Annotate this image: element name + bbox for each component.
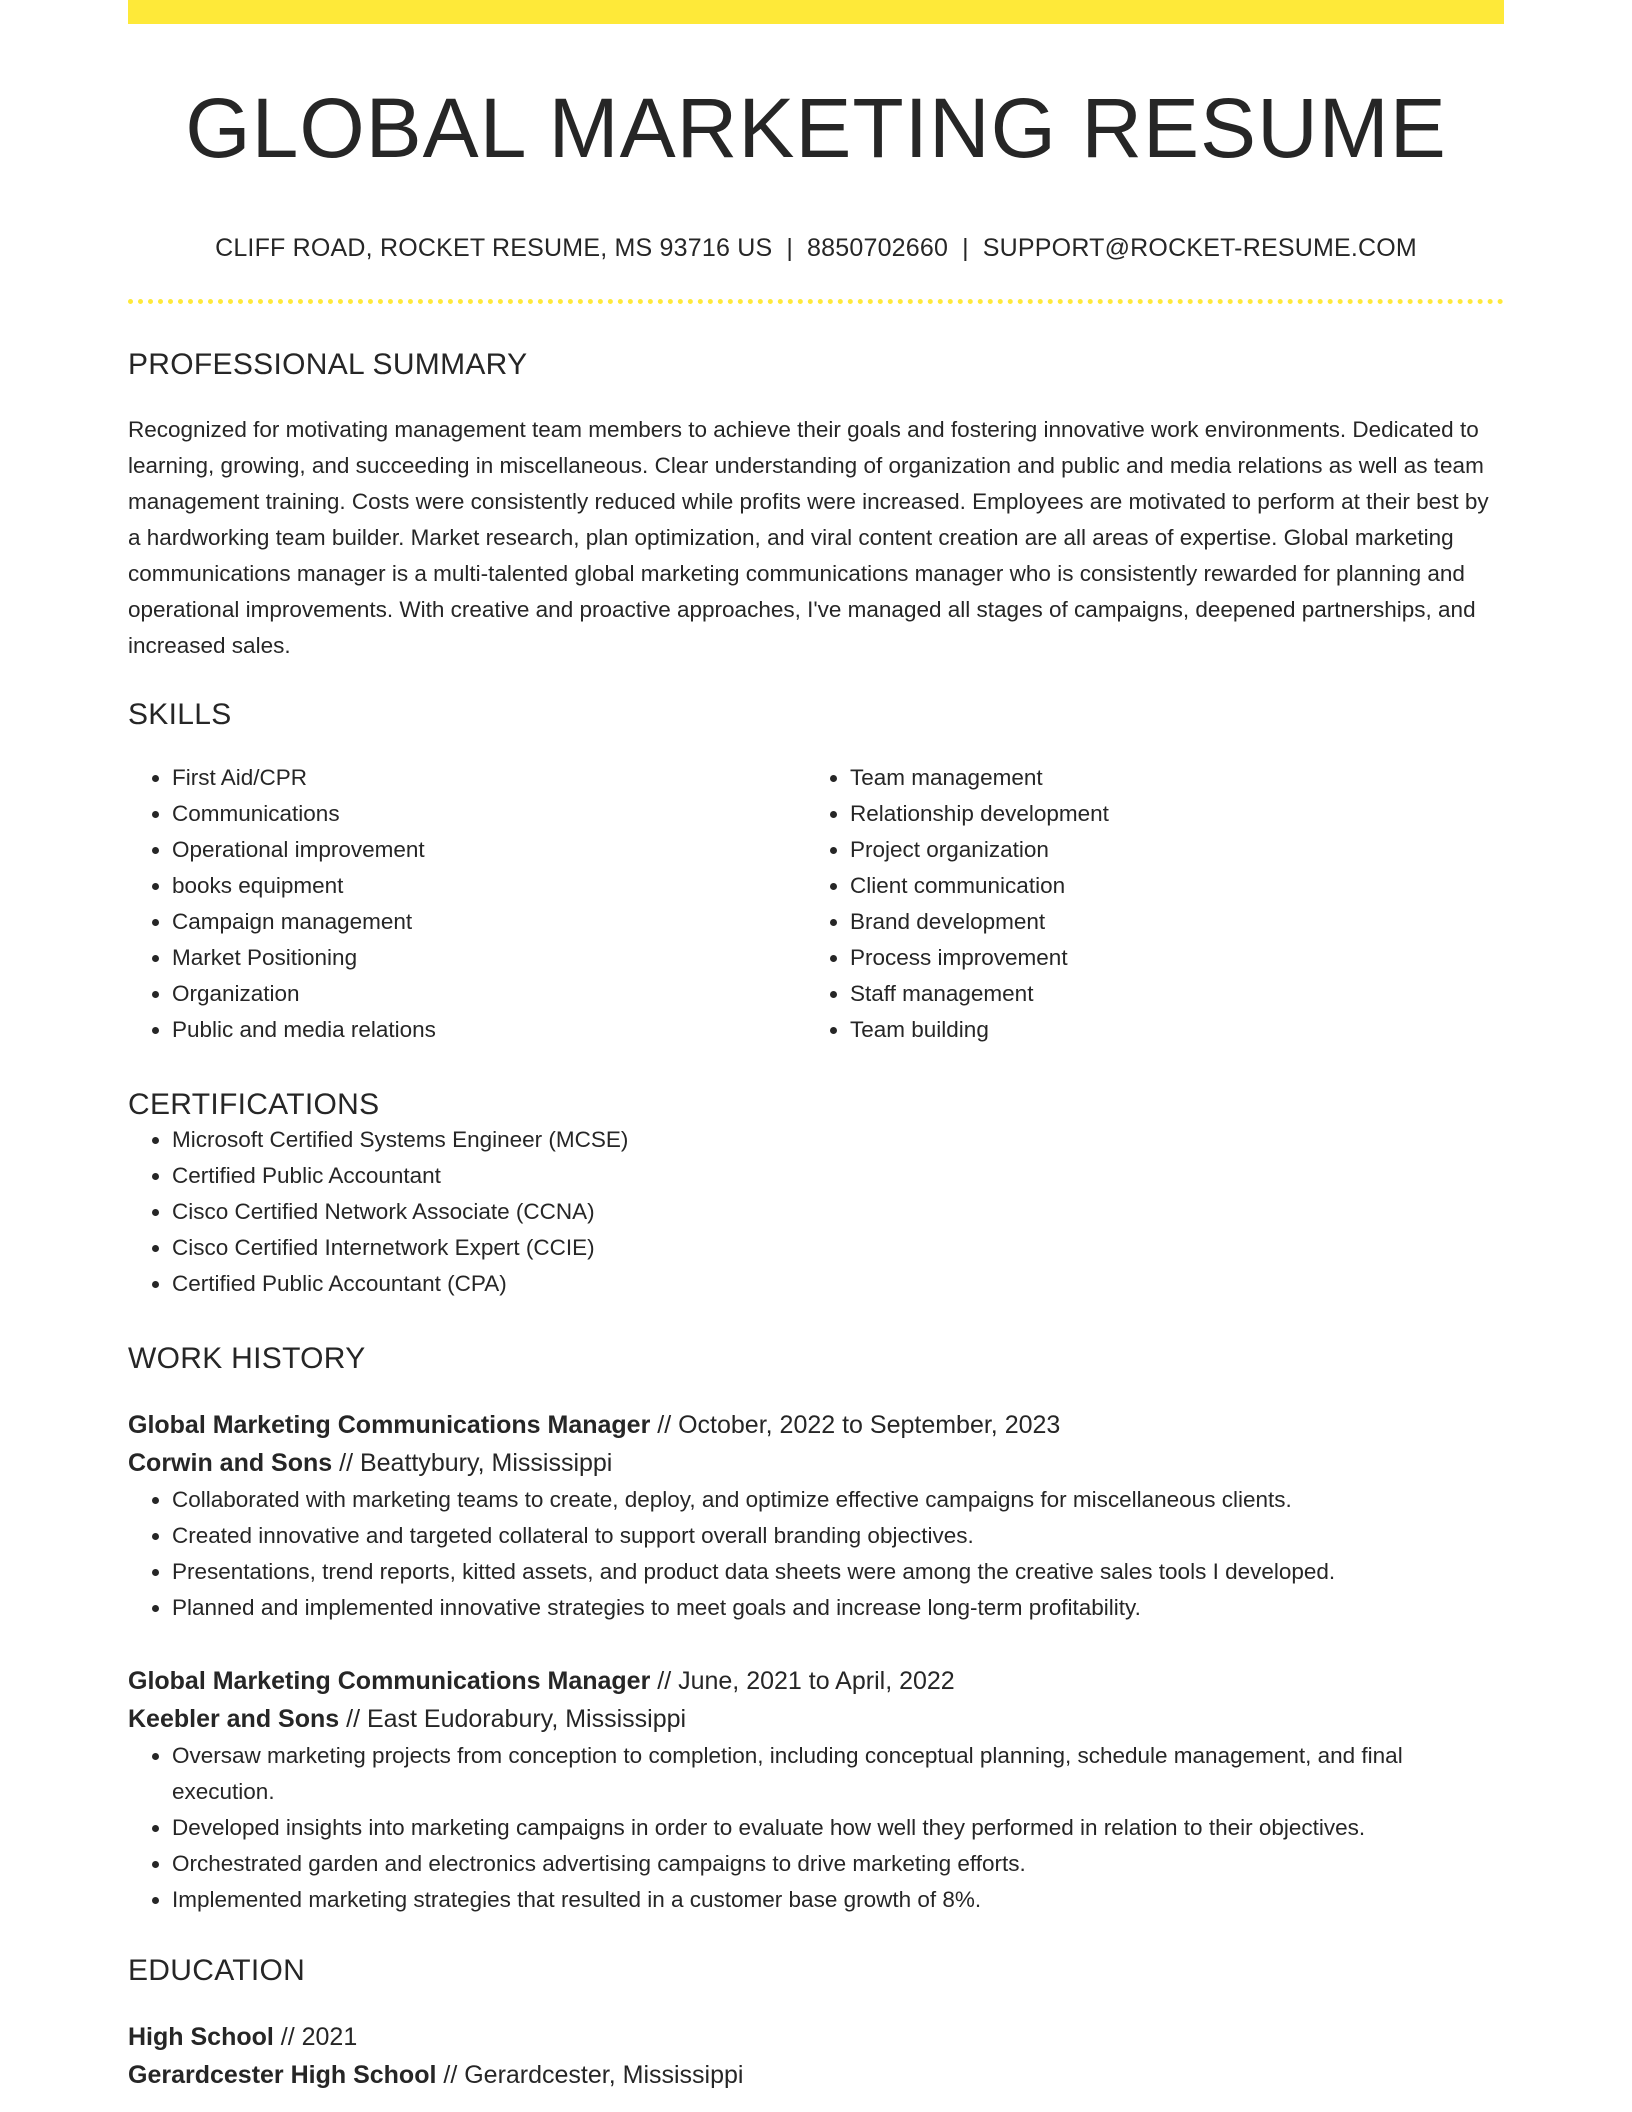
- education-entry: [128, 2018, 1504, 2094]
- education-degree: High School: [128, 2023, 274, 2052]
- job-company-line: [128, 1700, 1504, 1738]
- education-location: // Gerardcester, Mississippi: [436, 2061, 744, 2090]
- certification-item: • Cisco Certified Internetwork Expert (CCIE): [172, 1230, 1504, 1266]
- job-title-line: [128, 1662, 1504, 1700]
- work-history-heading: WORK HISTORY: [128, 1342, 366, 1376]
- skills-column-right: [806, 760, 1484, 1048]
- certification-item: • Cisco Certified Network Associate (CCNA): [172, 1194, 1504, 1230]
- job-bullet: • Oversaw marketing projects from conception to completion, including conceptual planning, schedule management, and final execution.: [172, 1738, 1504, 1810]
- skill-item: • Brand development: [850, 904, 1484, 940]
- education-heading: EDUCATION: [128, 1954, 306, 1988]
- top-accent-bar: [128, 0, 1504, 24]
- skill-item: • books equipment: [172, 868, 806, 904]
- summary-text: Recognized for motivating management team members to achieve their goals and fostering innovative work environments. Dedicated to learning, growing, and succeeding in miscellaneous. Clear understanding of organization and public and media relations as well as team management training. Costs were consistently reduced while profits were increased. Employees are motivated to perform at their best by a hardworking team builder. Market research, plan optimization, and viral content creation are all areas of expertise. Global marketing communications manager is a multi-talented global marketing communications manager who is consistently rewarded for planning and operational improvements. With creative and proactive approaches, I've managed all stages of campaigns, deepened partnerships, and increased sales.: [128, 417, 1489, 659]
- job-role: Global Marketing Communications Manager: [128, 1667, 651, 1696]
- skill-item: • Project organization: [850, 832, 1484, 868]
- job-entry: [128, 1662, 1504, 1918]
- contact-line: [128, 234, 1504, 263]
- job-title-line: [128, 1406, 1504, 1444]
- certifications-list: [128, 1122, 1504, 1302]
- skill-item: • Communications: [172, 796, 806, 832]
- job-bullet: • Planned and implemented innovative strategies to meet goals and increase long-term profitability.: [172, 1590, 1504, 1626]
- skills-column-left: [128, 760, 806, 1048]
- skill-item: • Staff management: [850, 976, 1484, 1012]
- dotted-divider: [128, 299, 1504, 304]
- job-bullet-list: [128, 1482, 1504, 1626]
- skills-heading: SKILLS: [128, 698, 232, 732]
- job-company: Keebler and Sons: [128, 1705, 340, 1734]
- skill-item: • First Aid/CPR: [172, 760, 806, 796]
- skill-item: • Operational improvement: [172, 832, 806, 868]
- education-school-line: [128, 2056, 1504, 2094]
- education-school: Gerardcester High School: [128, 2061, 437, 2090]
- skill-item: • Team management: [850, 760, 1484, 796]
- skill-item: • Market Positioning: [172, 940, 806, 976]
- certifications-heading: CERTIFICATIONS: [128, 1088, 380, 1122]
- contact-separator: |: [786, 234, 794, 263]
- job-bullet: • Created innovative and targeted collateral to support overall branding objectives.: [172, 1518, 1504, 1554]
- contact-phone: 8850702660: [807, 234, 949, 263]
- job-location: // East Eudorabury, Mississippi: [339, 1705, 687, 1734]
- job-bullet: • Collaborated with marketing teams to create, deploy, and optimize effective campaigns for miscellaneous clients.: [172, 1482, 1504, 1518]
- contact-address: CLIFF ROAD, ROCKET RESUME, MS 93716 US: [215, 234, 773, 263]
- education-degree-line: [128, 2018, 1504, 2056]
- skills-grid: [128, 760, 1504, 1048]
- skill-item: • Public and media relations: [172, 1012, 806, 1048]
- skill-item: • Relationship development: [850, 796, 1484, 832]
- skill-item: • Client communication: [850, 868, 1484, 904]
- skill-item: • Process improvement: [850, 940, 1484, 976]
- education-year: // 2021: [273, 2023, 358, 2052]
- job-bullet: • Developed insights into marketing campaigns in order to evaluate how well they performed in relation to their objectives.: [172, 1810, 1504, 1846]
- skills-list-right: [806, 760, 1484, 1048]
- skill-item: • Organization: [172, 976, 806, 1012]
- job-bullet-list: [128, 1738, 1504, 1918]
- job-dates: // June, 2021 to April, 2022: [650, 1667, 955, 1696]
- job-location: // Beattybury, Mississippi: [332, 1449, 613, 1478]
- resume-page: [128, 0, 1504, 2094]
- skill-item: • Team building: [850, 1012, 1484, 1048]
- job-role: Global Marketing Communications Manager: [128, 1411, 651, 1440]
- job-entry: [128, 1406, 1504, 1626]
- certification-item: • Certified Public Accountant (CPA): [172, 1266, 1504, 1302]
- contact-separator: |: [962, 234, 969, 263]
- certification-item: • Microsoft Certified Systems Engineer (MCSE): [172, 1122, 1504, 1158]
- skill-item: • Campaign management: [172, 904, 806, 940]
- summary-heading: PROFESSIONAL SUMMARY: [128, 348, 528, 382]
- skills-list-left: [128, 760, 806, 1048]
- contact-email: SUPPORT@ROCKET-RESUME.COM: [982, 234, 1417, 263]
- job-bullet: • Orchestrated garden and electronics advertising campaigns to drive marketing efforts.: [172, 1846, 1504, 1882]
- job-company-line: [128, 1444, 1504, 1482]
- certification-item: • Certified Public Accountant: [172, 1158, 1504, 1194]
- resume-title: GLOBAL MARKETING RESUME: [185, 81, 1447, 175]
- job-dates: // October, 2022 to September, 2023: [650, 1411, 1061, 1440]
- job-company: Corwin and Sons: [128, 1449, 333, 1478]
- job-bullet: • Presentations, trend reports, kitted assets, and product data sheets were among the creative sales tools I developed.: [172, 1554, 1504, 1590]
- job-bullet: • Implemented marketing strategies that resulted in a customer base growth of 8%.: [172, 1882, 1504, 1918]
